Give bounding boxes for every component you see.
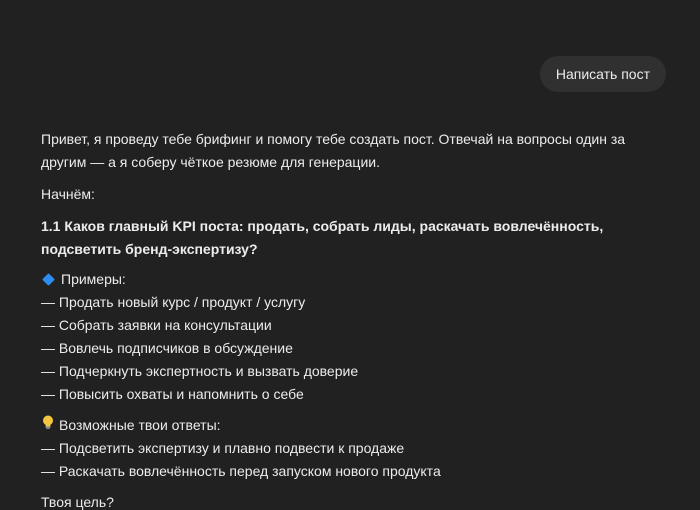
answer-item: — Подсветить экспертизу и плавно подвести к продаже bbox=[41, 440, 405, 456]
closing-text: Твоя цель? bbox=[41, 494, 114, 510]
example-item: — Повысить охваты и напомнить о себе bbox=[41, 386, 304, 402]
example-item: — Продать новый курс / продукт / услугу bbox=[41, 294, 306, 310]
answer-item: — Раскачать вовлечённость перед запуском нового продукта bbox=[41, 463, 441, 479]
answers-block bbox=[41, 414, 661, 483]
answers-title: Возможные твои ответы: bbox=[59, 417, 221, 434]
example-item: — Собрать заявки на консультации bbox=[41, 317, 272, 333]
example-item: — Подчеркнуть экспертность и вызвать доверие bbox=[41, 363, 359, 379]
user-message-bubble: Написать пост bbox=[540, 56, 666, 92]
examples-title-line bbox=[41, 268, 661, 291]
question-text: 1.1 Каков главный KPI поста: продать, собрать лиды, раскачать вовлечённость, подсветить бренд-экспертизу? bbox=[41, 218, 604, 257]
light-bulb-icon bbox=[42, 414, 54, 437]
assistant-message bbox=[41, 128, 661, 510]
examples-title: Примеры: bbox=[61, 271, 126, 287]
answers-title-line bbox=[41, 414, 661, 437]
example-item: — Вовлечь подписчиков в обсуждение bbox=[41, 340, 293, 356]
start-text: Начнём: bbox=[41, 186, 95, 202]
examples-block bbox=[41, 268, 661, 406]
intro-text: Привет, я проведу тебе брифинг и помогу тебе создать пост. Отвечай на вопросы один за другим — а я соберу чёткое резюме для генерации. bbox=[41, 131, 626, 170]
blue-diamond-icon bbox=[42, 273, 55, 286]
